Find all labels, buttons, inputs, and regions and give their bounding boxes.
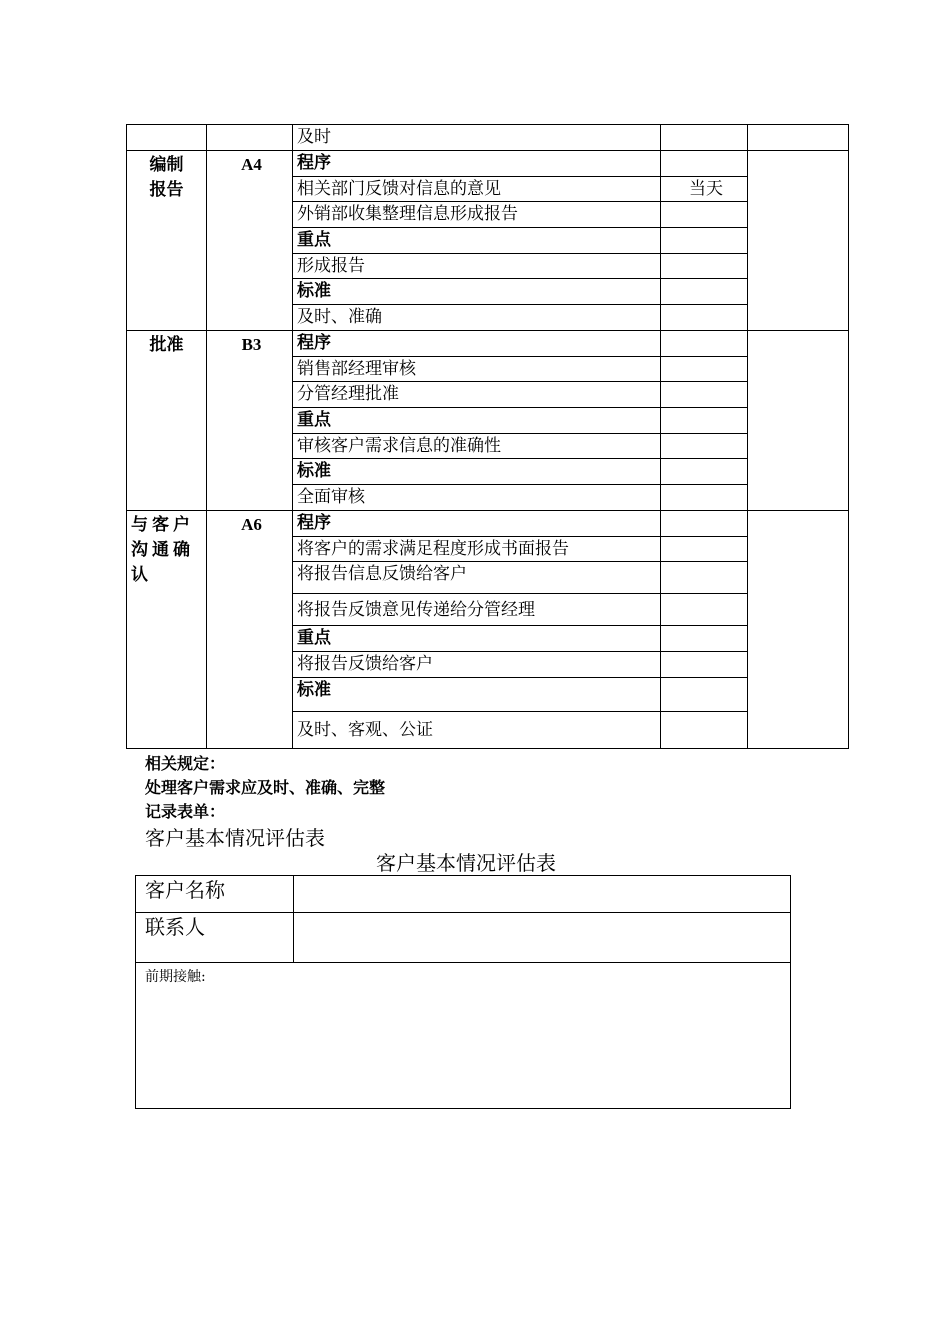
content-cell: 标准 — [293, 459, 661, 485]
table-row — [136, 876, 791, 913]
time-cell — [661, 202, 748, 228]
time-cell — [661, 434, 748, 459]
remark-cell — [748, 331, 849, 511]
time-cell — [661, 125, 748, 151]
content-cell: 审核客户需求信息的准确性 — [293, 434, 661, 459]
content-cell: 程序 — [293, 511, 661, 537]
prior-contact-field[interactable] — [136, 963, 791, 1109]
time-cell — [661, 228, 748, 254]
contact-field[interactable] — [294, 913, 791, 963]
phase-cell — [127, 151, 207, 331]
contact-label: 联系人 — [136, 913, 294, 963]
time-cell — [661, 459, 748, 485]
time-cell — [661, 626, 748, 652]
content-cell: 标准 — [293, 279, 661, 305]
table-row — [136, 913, 791, 963]
content-cell: 相关部门反馈对信息的意见 — [293, 177, 661, 202]
time-cell — [661, 357, 748, 382]
customer-name-field[interactable] — [294, 876, 791, 913]
time-cell — [661, 382, 748, 408]
content-cell: 重点 — [293, 626, 661, 652]
time-cell — [661, 562, 748, 594]
content-cell: 及时、准确 — [293, 305, 661, 331]
content-cell: 全面审核 — [293, 485, 661, 511]
code-cell: B3 — [207, 331, 293, 511]
time-cell — [661, 305, 748, 331]
phase-label: 批准 — [149, 335, 184, 355]
time-cell: 当天 — [661, 177, 748, 202]
content-cell: 将客户的需求满足程度形成书面报告 — [293, 537, 661, 562]
content-cell: 标准 — [293, 678, 661, 712]
regulations-text: 处理客户需求应及时、准确、完整 — [145, 778, 386, 797]
content-cell: 重点 — [293, 408, 661, 434]
time-cell — [661, 408, 748, 434]
time-cell — [661, 279, 748, 305]
content-cell: 销售部经理审核 — [293, 357, 661, 382]
time-cell — [661, 652, 748, 678]
content-cell: 程序 — [293, 331, 661, 357]
content-cell: 将报告信息反馈给客户 — [293, 562, 661, 594]
customer-name-label: 客户名称 — [136, 876, 294, 913]
table-row — [127, 125, 849, 151]
content-cell: 外销部收集整理信息形成报告 — [293, 202, 661, 228]
content-cell: 重点 — [293, 228, 661, 254]
content-cell: 及时 — [293, 125, 661, 151]
time-cell — [661, 511, 748, 537]
code-cell: A4 — [207, 151, 293, 331]
content-cell: 形成报告 — [293, 254, 661, 279]
process-table — [126, 124, 849, 749]
phase-label: 与客户沟通确认 — [131, 515, 193, 585]
table-row — [127, 511, 849, 537]
time-cell — [661, 594, 748, 626]
table-row — [127, 331, 849, 357]
form-title: 客户基本情况评估表 — [376, 851, 556, 875]
table-row — [127, 151, 849, 177]
code-cell — [207, 125, 293, 151]
customer-assessment-form — [135, 875, 791, 1109]
prior-contact-label: 前期接触: — [145, 969, 206, 985]
content-cell: 将报告反馈给客户 — [293, 652, 661, 678]
phase-cell — [127, 331, 207, 511]
content-cell: 将报告反馈意见传递给分管经理 — [293, 594, 661, 626]
phase-label: 编制报告 — [149, 155, 184, 200]
time-cell — [661, 537, 748, 562]
records-label: 记录表单： — [145, 802, 226, 821]
content-cell: 程序 — [293, 151, 661, 177]
phase-cell — [127, 125, 207, 151]
time-cell — [661, 331, 748, 357]
code-cell: A6 — [207, 511, 293, 749]
phase-cell — [127, 511, 207, 749]
remark-cell — [748, 511, 849, 749]
remark-cell — [748, 151, 849, 331]
time-cell — [661, 151, 748, 177]
time-cell — [661, 678, 748, 712]
time-cell — [661, 254, 748, 279]
content-cell: 及时、客观、公证 — [293, 712, 661, 749]
table-row — [136, 963, 791, 1109]
remark-cell — [748, 125, 849, 151]
time-cell — [661, 485, 748, 511]
time-cell — [661, 712, 748, 749]
regulations-label: 相关规定： — [145, 754, 226, 773]
record-form-name: 客户基本情况评估表 — [145, 826, 325, 850]
content-cell: 分管经理批准 — [293, 382, 661, 408]
